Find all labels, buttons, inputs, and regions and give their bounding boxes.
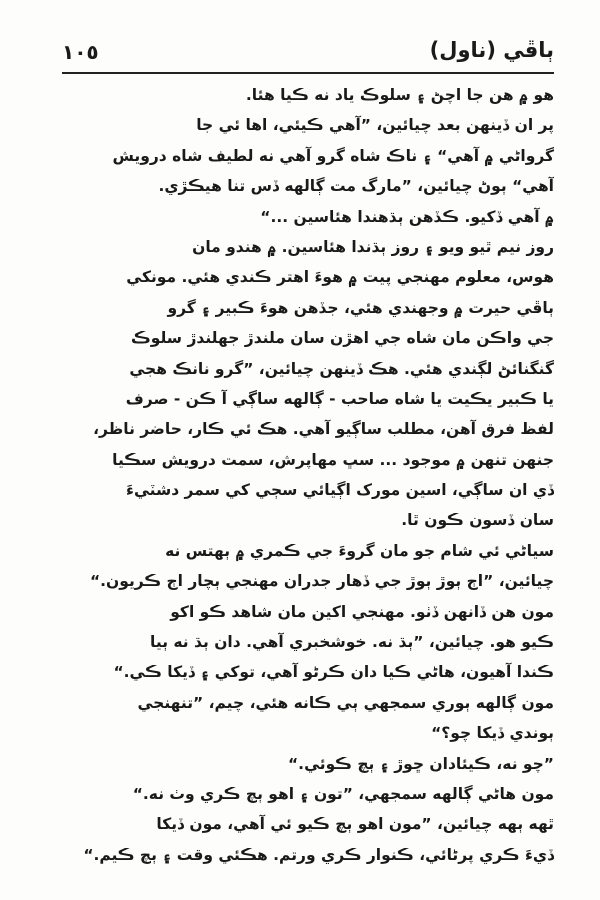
text-line: سياڻي ئي شام جو مان گروءَ جي ڪمري ۾ ٻهتس نه bbox=[165, 541, 554, 560]
text-line: ۾ آهي ڏکيو. ڪڏهن ٻڌهندا هئاسين ...“ bbox=[260, 207, 554, 226]
text-line: ٿهه ٻهه چيائين، ”مون اهو ٻچ ڪيو ئي آهي، مون ڏيکا bbox=[156, 815, 554, 834]
text-line: لفظ فرق آهن، مطلب ساڳيو آهي. هڪ ئي ڪار، حاضر ناظر، bbox=[93, 420, 554, 439]
text-line: گنگنائڻ لڳندي هئي. هڪ ڏينهن چيائين، ”گرو نانڪ هجي bbox=[129, 359, 554, 378]
text-line: ڏي ان ساڳي، اسين مورک اڳيائي سڄي کي سمر دشٽيءَ bbox=[126, 481, 554, 500]
text-line: پر ان ڏينهن بعد چيائين، ”آهي ڪيئي، اها ئي جا bbox=[196, 116, 554, 135]
text-line: ڏيءَ ڪري پرڻائي، ڪنوار ڪري ورتم. هڪئي وقت ۽ ٻچ ڪيم.“ bbox=[83, 845, 554, 864]
text-line: ٻاڦي حيرت ۾ وجهندي هئي، جڏهن هوءَ ڪبير ۽ گرو bbox=[167, 298, 554, 317]
page-header bbox=[62, 36, 554, 74]
running-title: ٻاڦي (ناول) bbox=[429, 38, 554, 62]
text-line: هو ۾ هن جا اچڻ ۽ سلوڪ ياد نه ڪيا هئا. bbox=[245, 86, 554, 104]
text-line: سان ڏسون ڪون ٿا. bbox=[401, 511, 554, 530]
text-line: ڪندا آهيون، هاڻي ڪيا دان ڪرڻو آهي، توکي ۽ ڏيکا ڪي.“ bbox=[113, 663, 554, 682]
text-line: چيائين، ”اڄ ٻوڙ ٻوڙ جي ڏهار جدران مهنجي ٻچار اڄ ڪريون.“ bbox=[89, 572, 554, 591]
text-line: هوس، معلوم مهنجي پيت ۾ هوءَ اهتر ڪندي هئي. مونکي bbox=[126, 268, 554, 287]
text-line: گرواڻي ۾ آهي“ ۽ ناڪ شاه گرو آهي نه لطيف شاه درويش bbox=[112, 146, 554, 165]
text-line: مون هاڻي ڳالهه سمجهي، ”تون ۽ اهو ٻچ ڪري وٺ نه.“ bbox=[132, 784, 554, 803]
text-line: ٻوندي ڏيکا چو؟“ bbox=[431, 724, 554, 743]
text-line: مون ڳالهه ٻوري سمجهي ٻي ڪانه هئي، چيم، ”تنهنجي bbox=[137, 693, 554, 712]
text-line: ”چو نه، ڪيئادان ڇوڙ ۽ ٻچ ڪوئي.“ bbox=[288, 754, 554, 773]
text-line: ڪيو هو. چيائين، ”ٻڌ نه. خوشخبري آهي. دان ٻڌ نه ٻيا bbox=[150, 633, 554, 652]
text-line: آهي“ ٻوڻ چيائين، ”مارگ مت ڳالهه ڏس تنا هيڪڙي. bbox=[158, 177, 554, 196]
page-number: ١٠٥ bbox=[62, 40, 99, 64]
text-line: روز نيم ٿيو ويو ۽ روز ٻڌندا هئاسين. ۾ هندو مان bbox=[192, 237, 554, 256]
text-line: جنهن تنهن ۾ موجود ... سڀ مهاپرش، سمت درويش سڪيا bbox=[112, 450, 554, 469]
body-text bbox=[62, 80, 554, 870]
text-line: جي واڪن مان شاه جي اهڙن سان ملندڙ جهلندڙ سلوڪ bbox=[131, 329, 554, 348]
text-line: يا ڪبير يڪيت يا شاه صاحب - ڳالهه ساڳي آ ڪن - صرف bbox=[125, 389, 554, 408]
text-line: مون هن ڏانهن ڏٺو. مهنجي اکين مان شاهد ڪو اکو bbox=[170, 602, 554, 621]
